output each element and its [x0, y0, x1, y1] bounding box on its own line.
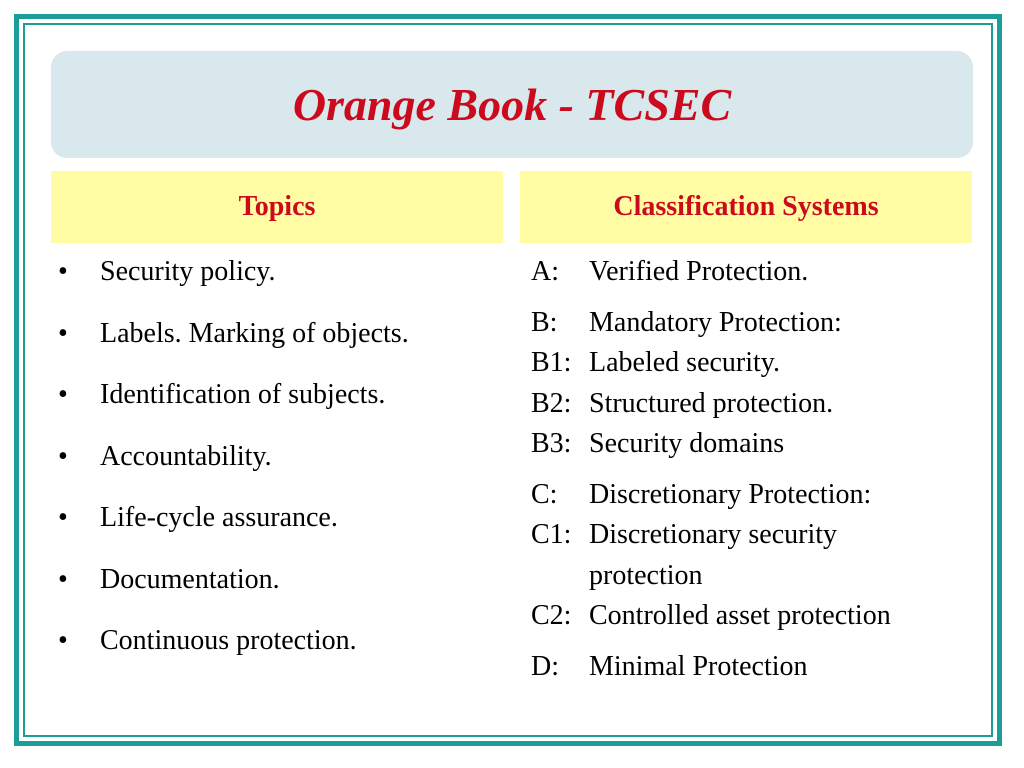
- topic-text: Accountability.: [100, 440, 272, 472]
- class-text-line2: protection: [589, 559, 703, 591]
- list-item: [58, 375, 409, 437]
- class-row-b1: [531, 343, 891, 384]
- topic-text: Security policy.: [100, 256, 276, 287]
- slide-title: Orange Book - TCSEC: [292, 79, 732, 130]
- class-row-a: [531, 252, 891, 293]
- class-code: C2:: [531, 600, 572, 631]
- topics-heading: Topics: [238, 191, 316, 222]
- class-code: C1:: [531, 519, 572, 550]
- class-row-b: [531, 303, 891, 344]
- class-text: Labeled security.: [589, 347, 780, 378]
- topics-list: [58, 252, 409, 683]
- class-code: A:: [531, 256, 559, 287]
- class-row-c2: [531, 596, 891, 637]
- class-code: B2:: [531, 387, 572, 419]
- class-text: [589, 515, 837, 596]
- bullet-icon: •: [58, 440, 68, 472]
- topic-text: Continuous protection.: [100, 625, 357, 656]
- list-item: [58, 314, 409, 376]
- class-text: Structured protection.: [589, 387, 834, 419]
- classification-list: [531, 252, 891, 687]
- class-code: C:: [531, 478, 558, 510]
- topic-text: Labels. Marking of objects.: [100, 317, 409, 349]
- list-item: [58, 252, 409, 314]
- class-code: D:: [531, 650, 559, 682]
- topic-text: Identification of subjects.: [100, 379, 386, 410]
- class-row-c1: [531, 515, 891, 596]
- class-text: Mandatory Protection:: [589, 306, 842, 338]
- title-banner: [51, 51, 973, 158]
- class-text: Security domains: [589, 428, 785, 459]
- class-text-line1: Discretionary security: [589, 519, 838, 550]
- topics-header: [51, 171, 503, 243]
- class-text: Verified Protection.: [589, 256, 809, 287]
- topic-text: Documentation.: [100, 563, 280, 595]
- list-item: [58, 498, 409, 560]
- bullet-icon: •: [58, 379, 68, 410]
- class-row-c: [531, 475, 891, 516]
- class-code: B1:: [531, 347, 572, 378]
- class-row-b2: [531, 384, 891, 425]
- class-code: B3:: [531, 428, 572, 459]
- class-row-b3: [531, 424, 891, 465]
- bullet-icon: •: [58, 563, 68, 595]
- list-item: [58, 560, 409, 622]
- class-row-d: [531, 647, 891, 688]
- list-item: [58, 437, 409, 499]
- class-text: Minimal Protection: [589, 650, 808, 682]
- bullet-icon: •: [58, 317, 68, 349]
- class-text: Controlled asset protection: [589, 600, 891, 631]
- bullet-icon: •: [58, 625, 68, 656]
- classification-header: [520, 171, 972, 243]
- class-text: Discretionary Protection:: [589, 478, 872, 510]
- bullet-icon: •: [58, 502, 68, 533]
- list-item: [58, 621, 409, 683]
- bullet-icon: •: [58, 256, 68, 287]
- classification-heading: Classification Systems: [613, 191, 879, 222]
- class-code: B:: [531, 306, 558, 338]
- topic-text: Life-cycle assurance.: [100, 502, 338, 533]
